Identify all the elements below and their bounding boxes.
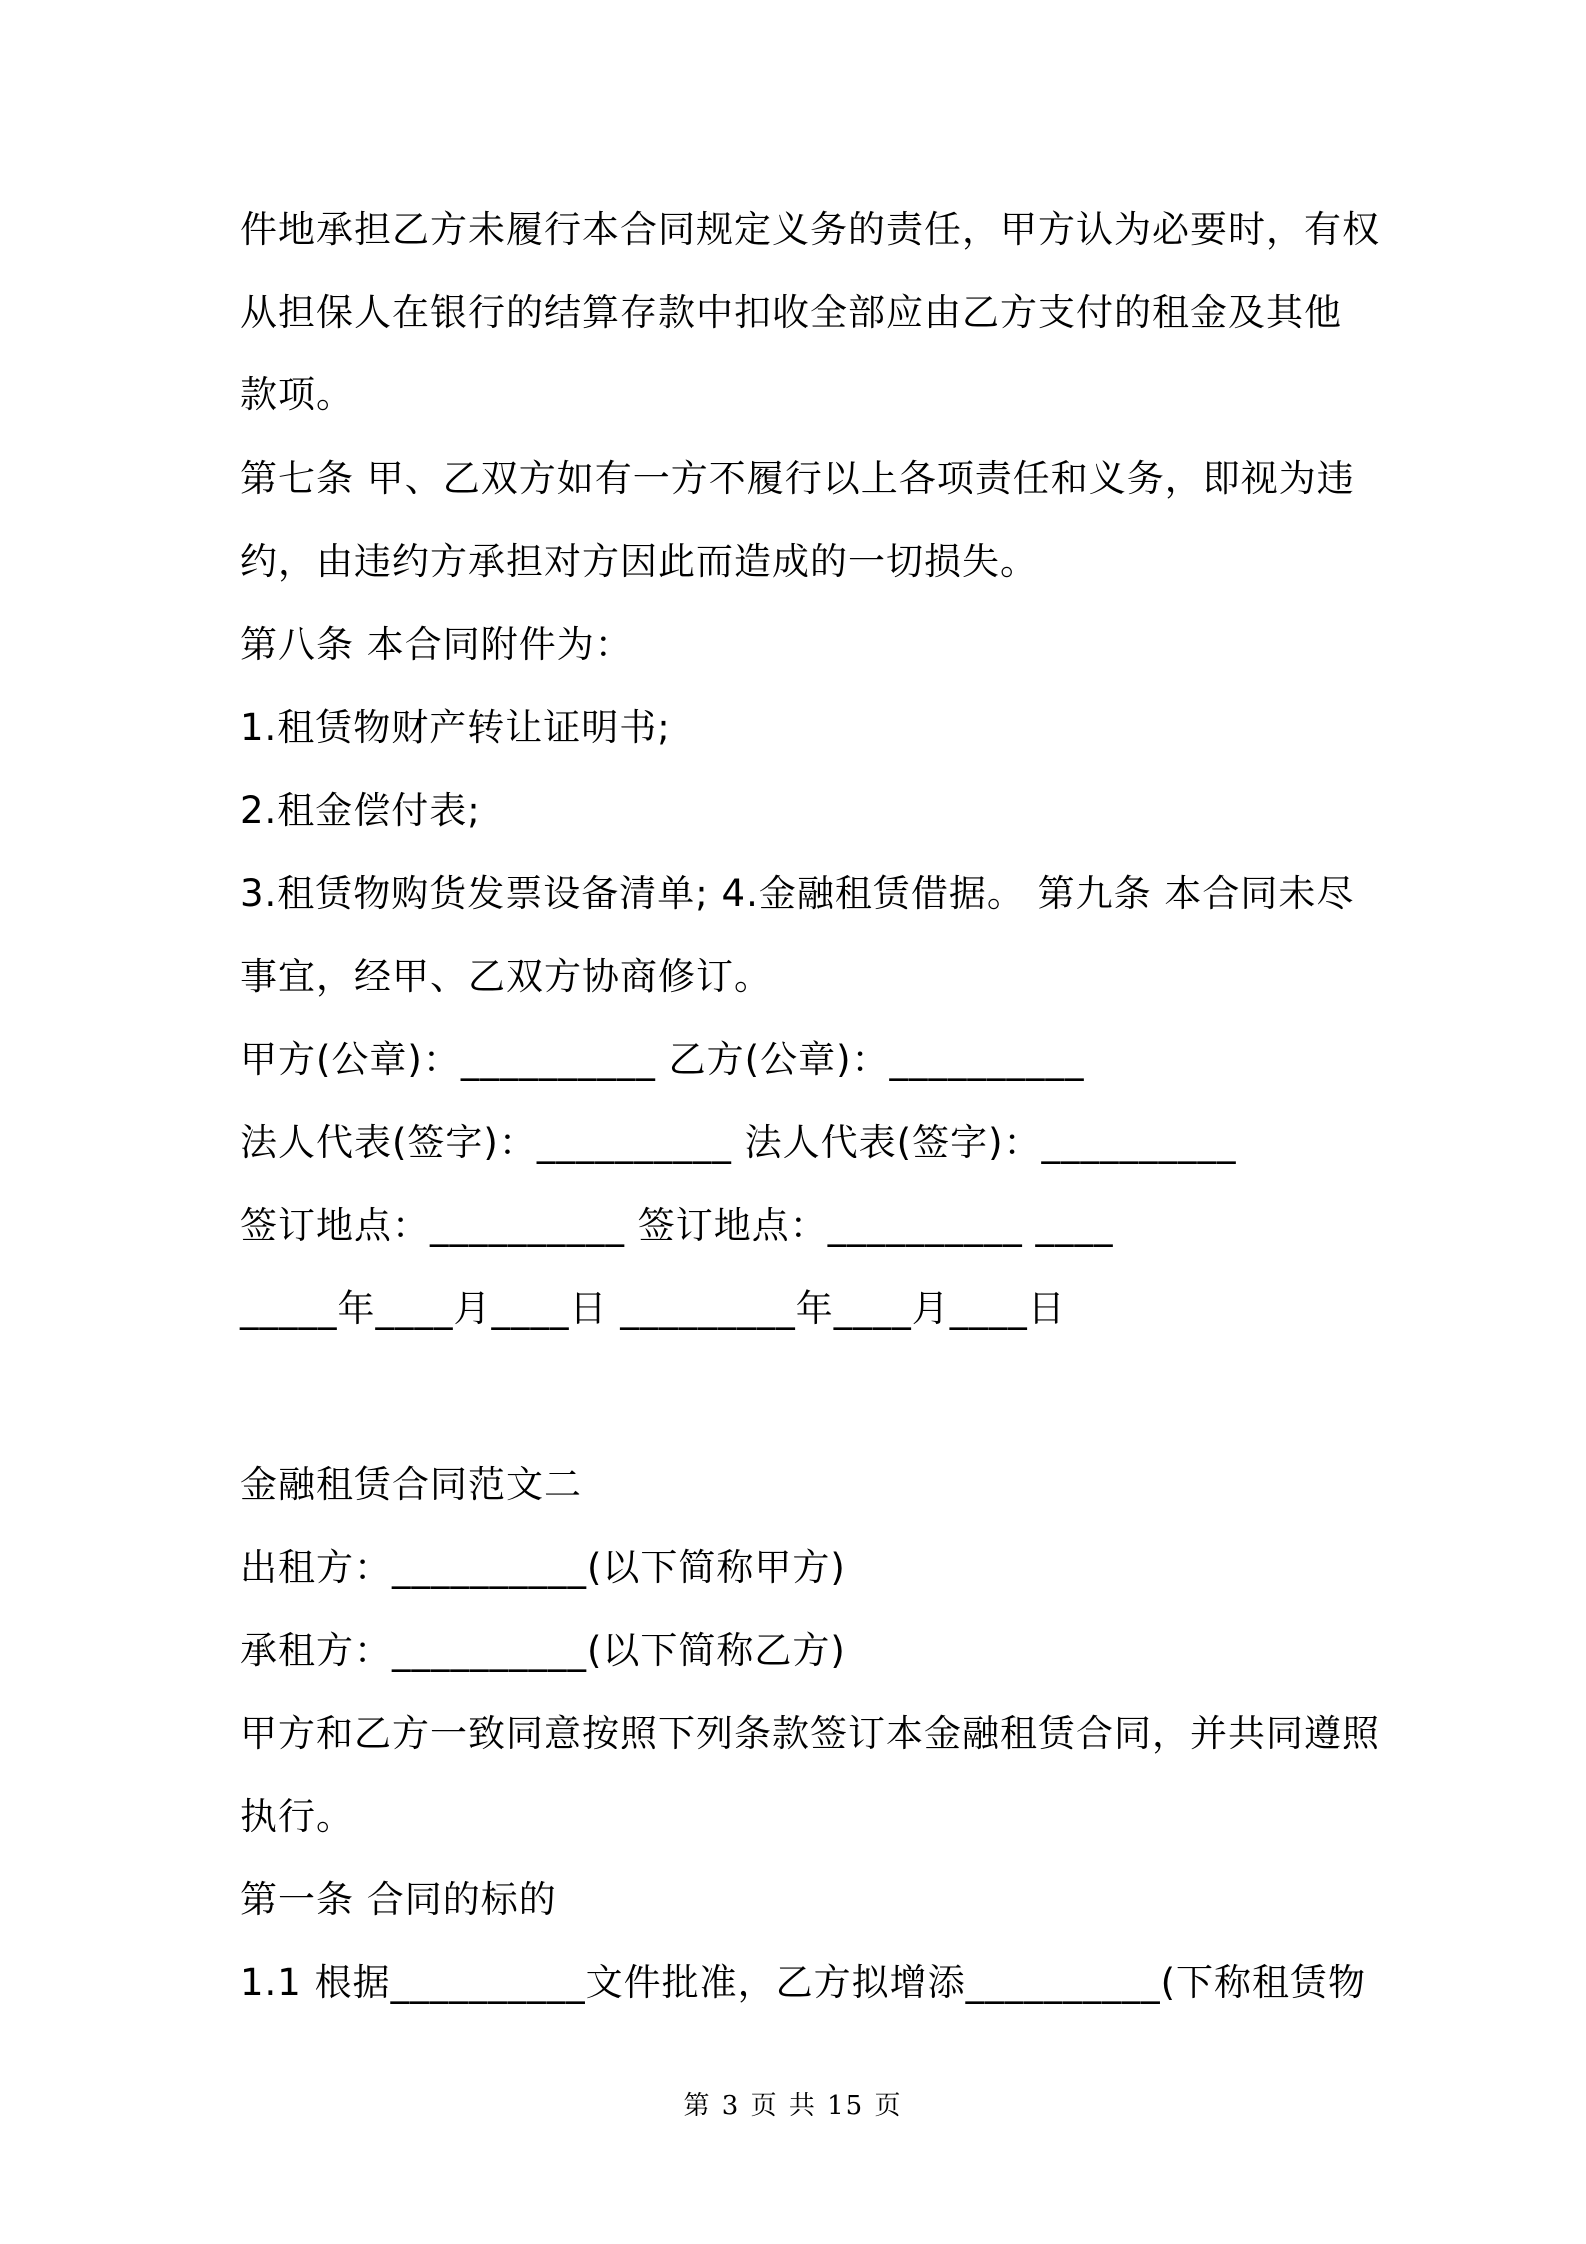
lessee-line: 承租方：__________(以下简称乙方) — [240, 1629, 846, 1672]
text-line: 执行。 — [240, 1795, 354, 1838]
signature-seal-line: 甲方(公章)：__________ 乙方(公章)：__________ — [240, 1038, 1085, 1081]
article-7: 第七条 甲、乙双方如有一方不履行以上各项责任和义务，即视为违 — [240, 457, 1355, 500]
article-1-heading: 第一条 合同的标的 — [240, 1878, 557, 1921]
article-8: 第八条 本合同附件为： — [240, 623, 633, 666]
attachment-item: 2.租金偿付表; — [240, 789, 481, 832]
attachment-item: 1.租赁物财产转让证明书; — [240, 706, 671, 749]
text-line: 约，由违约方承担对方因此而造成的一切损失。 — [240, 540, 1038, 583]
attachment-item: 3.租赁物购货发票设备清单; 4.金融租赁借据。 第九条 本合同未尽 — [240, 872, 1355, 915]
section-title: 金融租赁合同范文二 — [240, 1463, 582, 1506]
clause-1-1: 1.1 根据__________文件批准，乙方拟增添__________(下称租赁物 — [240, 1961, 1367, 2004]
text-line: 事宜，经甲、乙双方协商修订。 — [240, 955, 772, 998]
lessor-line: 出租方：__________(以下简称甲方) — [240, 1546, 846, 1589]
text-line: 从担保人在银行的结算存款中扣收全部应由乙方支付的租金及其他 — [240, 291, 1342, 334]
signature-place-line: 签订地点：__________ 签订地点：__________ ____ — [240, 1204, 1114, 1247]
signature-date-line: _____年____月____日 _________年____月____日 — [240, 1287, 1066, 1330]
text-line: 件地承担乙方未履行本合同规定义务的责任，甲方认为必要时，有权 — [240, 208, 1380, 251]
signature-representative-line: 法人代表(签字)：__________ 法人代表(签字)：__________ — [240, 1121, 1237, 1164]
page-number-footer: 第 3 页 共 15 页 — [683, 2091, 903, 2121]
text-line: 甲方和乙方一致同意按照下列条款签订本金融租赁合同，并共同遵照 — [240, 1712, 1380, 1755]
text-line: 款项。 — [240, 373, 354, 416]
